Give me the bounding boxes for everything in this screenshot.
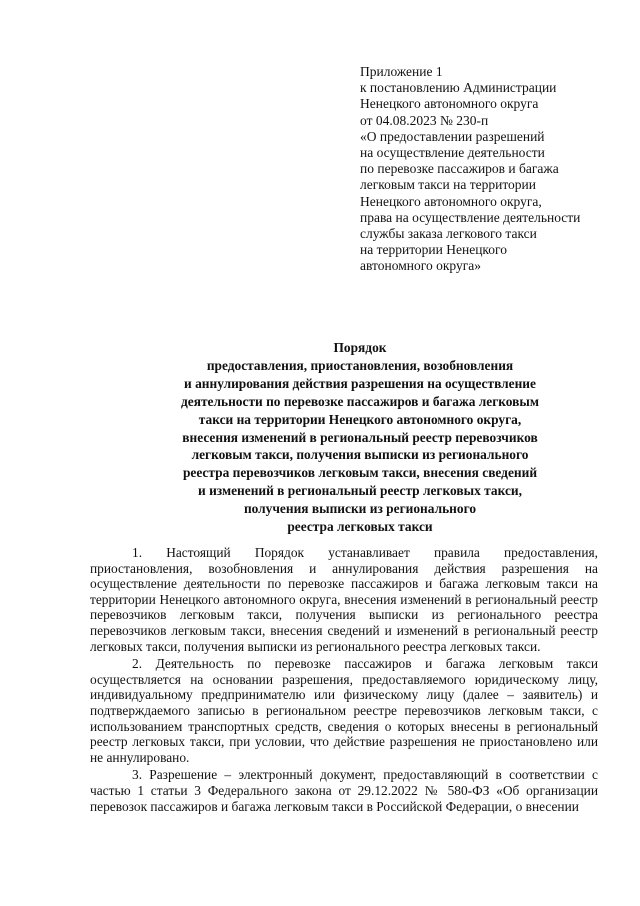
appendix-line: легковым такси на территории — [360, 177, 537, 193]
appendix-line: Ненецкого автономного округа, — [360, 193, 542, 209]
appendix-header — [360, 64, 630, 275]
appendix-line: от 04.08.2023 № 230-п — [360, 112, 489, 128]
title-line: и аннулирования действия разрешения на осуществление — [184, 375, 536, 391]
paragraph-2: 2. Деятельность по перевозке пассажиров и багажа легковым такси осуществляется на основании разрешения, предоставляемого юридическому лицу, индивидуальному предпринимателю или физическому лицу (далее – заявитель) и подтверждаемого записью в региональном реестре перевозчиков легковым такси, с использованием транспортных средств, сведения о которых внесены в региональный реестр легковых такси, при условии, что действие разрешения не приостановлено или не аннулировано. — [90, 656, 598, 765]
document-body — [90, 545, 598, 816]
appendix-line: «О предоставлении разрешений — [360, 128, 545, 144]
appendix-line: на территории Ненецкого — [360, 242, 508, 258]
title-line: реестра легковых такси — [287, 519, 433, 535]
appendix-line: по перевозке пассажиров и багажа — [360, 161, 559, 177]
title-line: Порядок — [333, 340, 387, 355]
paragraph-3: 3. Разрешение – электронный документ, предоставляющий в соответствии с частью 1 статьи 3 Федерального закона от 29.12.2022 № 580-ФЗ «Об организации перевозок пассажиров и багажа легковым такси в Российской Федерации, о внесении — [90, 767, 598, 814]
title-line: получения выписки из регионального — [243, 501, 477, 517]
appendix-line: на осуществление деятельности — [360, 145, 545, 161]
title-line: предоставления, приостановления, возобновления — [206, 357, 514, 373]
title-line: и изменений в региональный реестр легковых такси, — [198, 483, 522, 499]
appendix-line: автономного округа» — [360, 258, 481, 274]
title-line: деятельности по перевозке пассажиров и багажа легковым — [181, 393, 539, 409]
title-line: такси на территории Ненецкого автономного округа, — [198, 411, 522, 427]
title-line: легковым такси, получения выписки из регионального — [191, 447, 529, 463]
title-line: реестра перевозчиков легковым такси, внесения сведений — [182, 465, 538, 481]
appendix-line: Приложение 1 — [360, 64, 443, 79]
appendix-line: Ненецкого автономного округа — [360, 96, 539, 112]
appendix-line: права на осуществление деятельности — [360, 209, 581, 225]
title-line: внесения изменений в региональный реестр перевозчиков — [182, 429, 538, 445]
appendix-line: службы заказа легкового такси — [360, 226, 537, 242]
appendix-line: к постановлению Администрации — [360, 80, 557, 96]
paragraph-1: 1. Настоящий Порядок устанавливает правила предоставления, приостановления, возобновления и аннулирования действия разрешения на осуществление деятельности по перевозке пассажиров и багажа легковым такси на территории Ненецкого автономного округа, внесения изменений в региональный реестр перевозчиков легковым такси, получения выписки из регионального реестра перевозчиков легковым такси, внесения сведений и изменений в региональный реестр легковых такси, получения выписки из регионального реестра легковых такси. — [90, 545, 598, 654]
document-title — [90, 339, 630, 536]
